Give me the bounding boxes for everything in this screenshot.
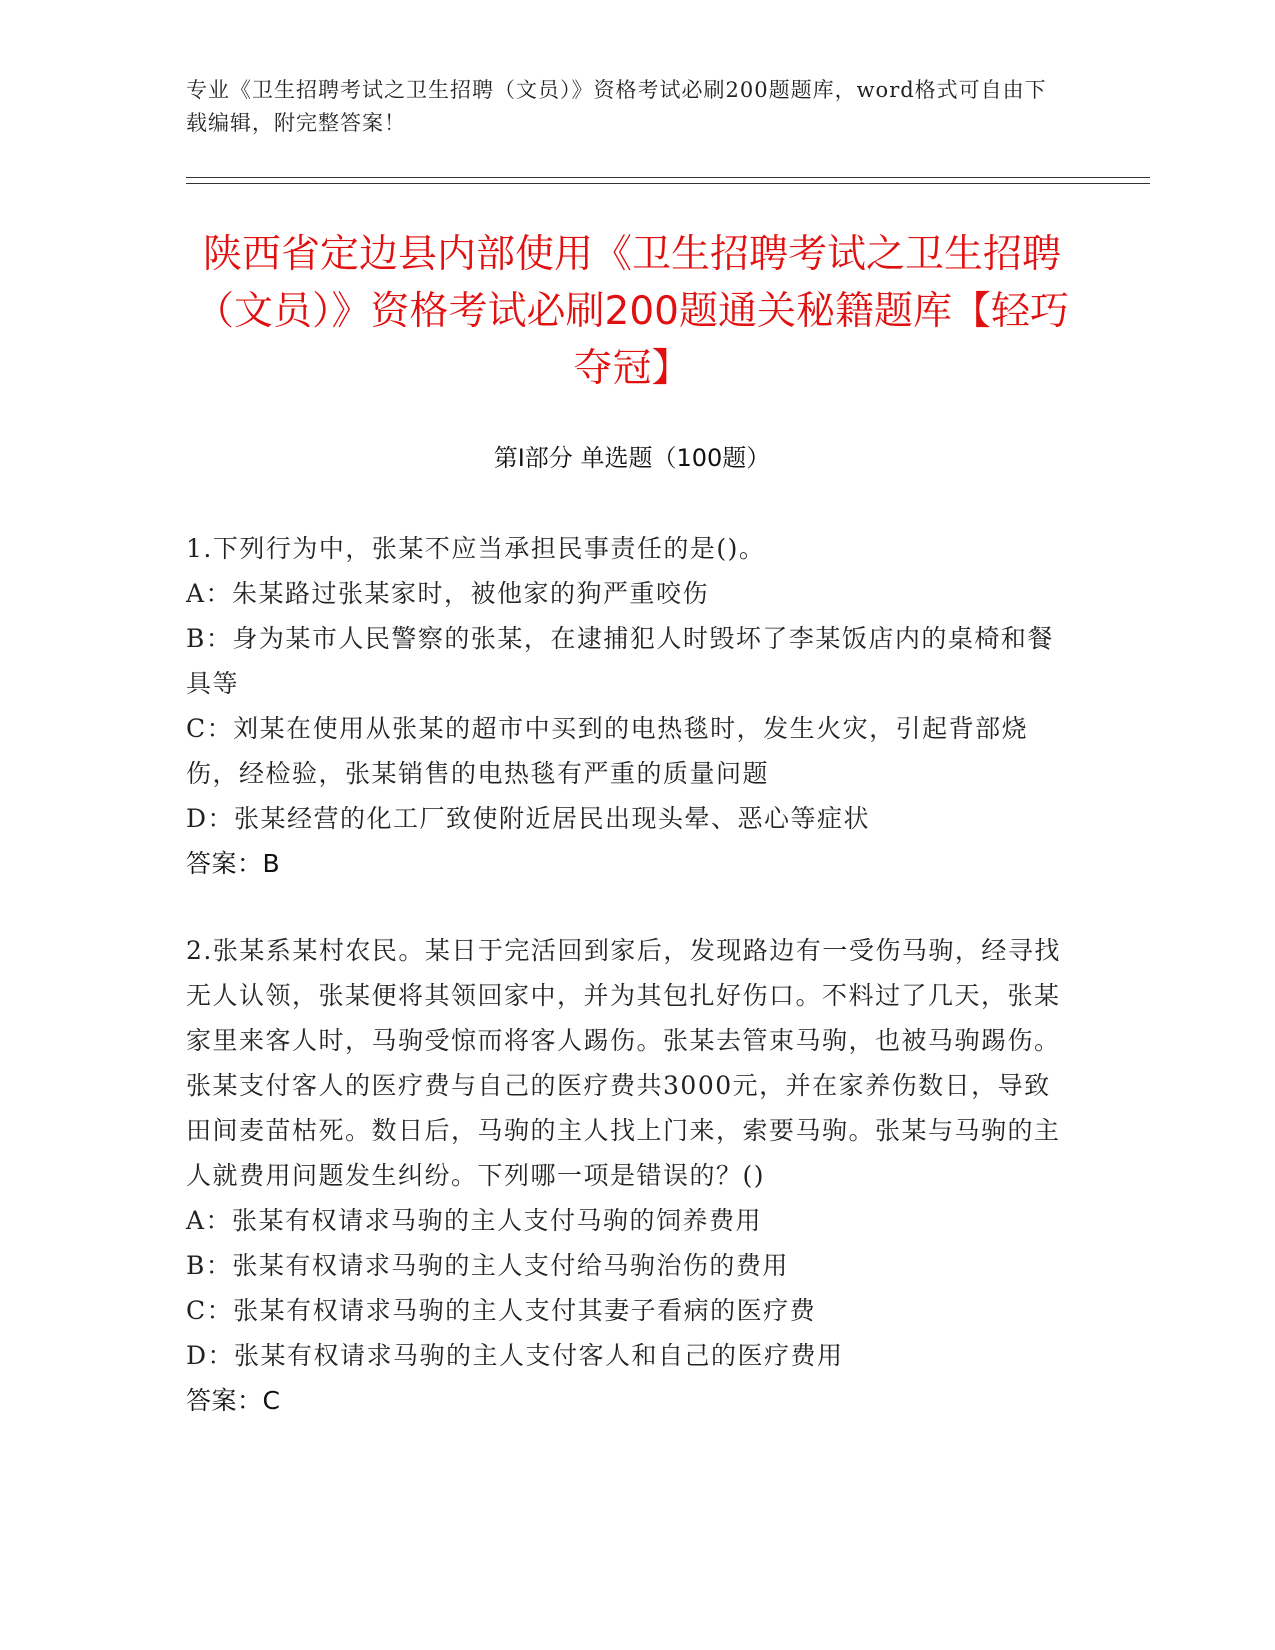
question-1: [186, 526, 1066, 886]
option-a: A：张某有权请求马驹的主人支付马驹的饲养费用: [186, 1206, 763, 1235]
option-b: B：身为某市人民警察的张某，在逮捕犯人时毁坏了李某饭店内的桌椅和餐具等: [186, 624, 1054, 698]
header-rule-bottom: [186, 183, 1150, 184]
header-rule-top: [186, 177, 1150, 178]
option-c: C：刘某在使用从张某的超市中买到的电热毯时，发生火灾，引起背部烧伤，经检验，张某销售的电热毯有严重的质量问题: [186, 714, 1029, 788]
option-d: D：张某有权请求马驹的主人支付客人和自己的医疗费用: [186, 1341, 844, 1370]
question-stem: 2.张某系某村农民。某日于完活回到家后，发现路边有一受伤马驹，经寻找无人认领，张某便将其领回家中，并为其包扎好伤口。不料过了几天，张某家里来客人时，马驹受惊而将客人踢伤。张某去管束马驹，也被马驹踢伤。张某支付客人的医疗费与自己的医疗费共3000元，并在家养伤数日，导致田间麦苗枯死。数日后，马驹的主人找上门来，索要马驹。张某与马驹的主人就费用问题发生纠纷。下列哪一项是错误的？(): [186, 936, 1061, 1190]
answer: 答案：B: [186, 849, 281, 878]
document-title: 陕西省定边县内部使用《卫生招聘考试之卫生招聘（文员）》资格考试必刷200题通关秘籍题库【轻巧夺冠】: [195, 232, 1069, 391]
option-b: B：张某有权请求马驹的主人支付给马驹治伤的费用: [186, 1251, 789, 1280]
option-c: C：张某有权请求马驹的主人支付其妻子看病的医疗费: [186, 1296, 817, 1325]
question-2: [186, 928, 1066, 1423]
answer: 答案：C: [186, 1386, 281, 1415]
option-d: D：张某经营的化工厂致使附近居民出现头晕、恶心等症状: [186, 804, 871, 833]
question-stem: 1.下列行为中，张某不应当承担民事责任的是()。: [186, 534, 766, 563]
section-title: 第I部分 单选题（100题）: [493, 444, 771, 472]
header-note: 专业《卫生招聘考试之卫生招聘（文员）》资格考试必刷200题题库，word格式可自由下载编辑，附完整答案！: [186, 78, 1047, 135]
option-a: A：朱某路过张某家时，被他家的狗严重咬伤: [186, 579, 710, 608]
